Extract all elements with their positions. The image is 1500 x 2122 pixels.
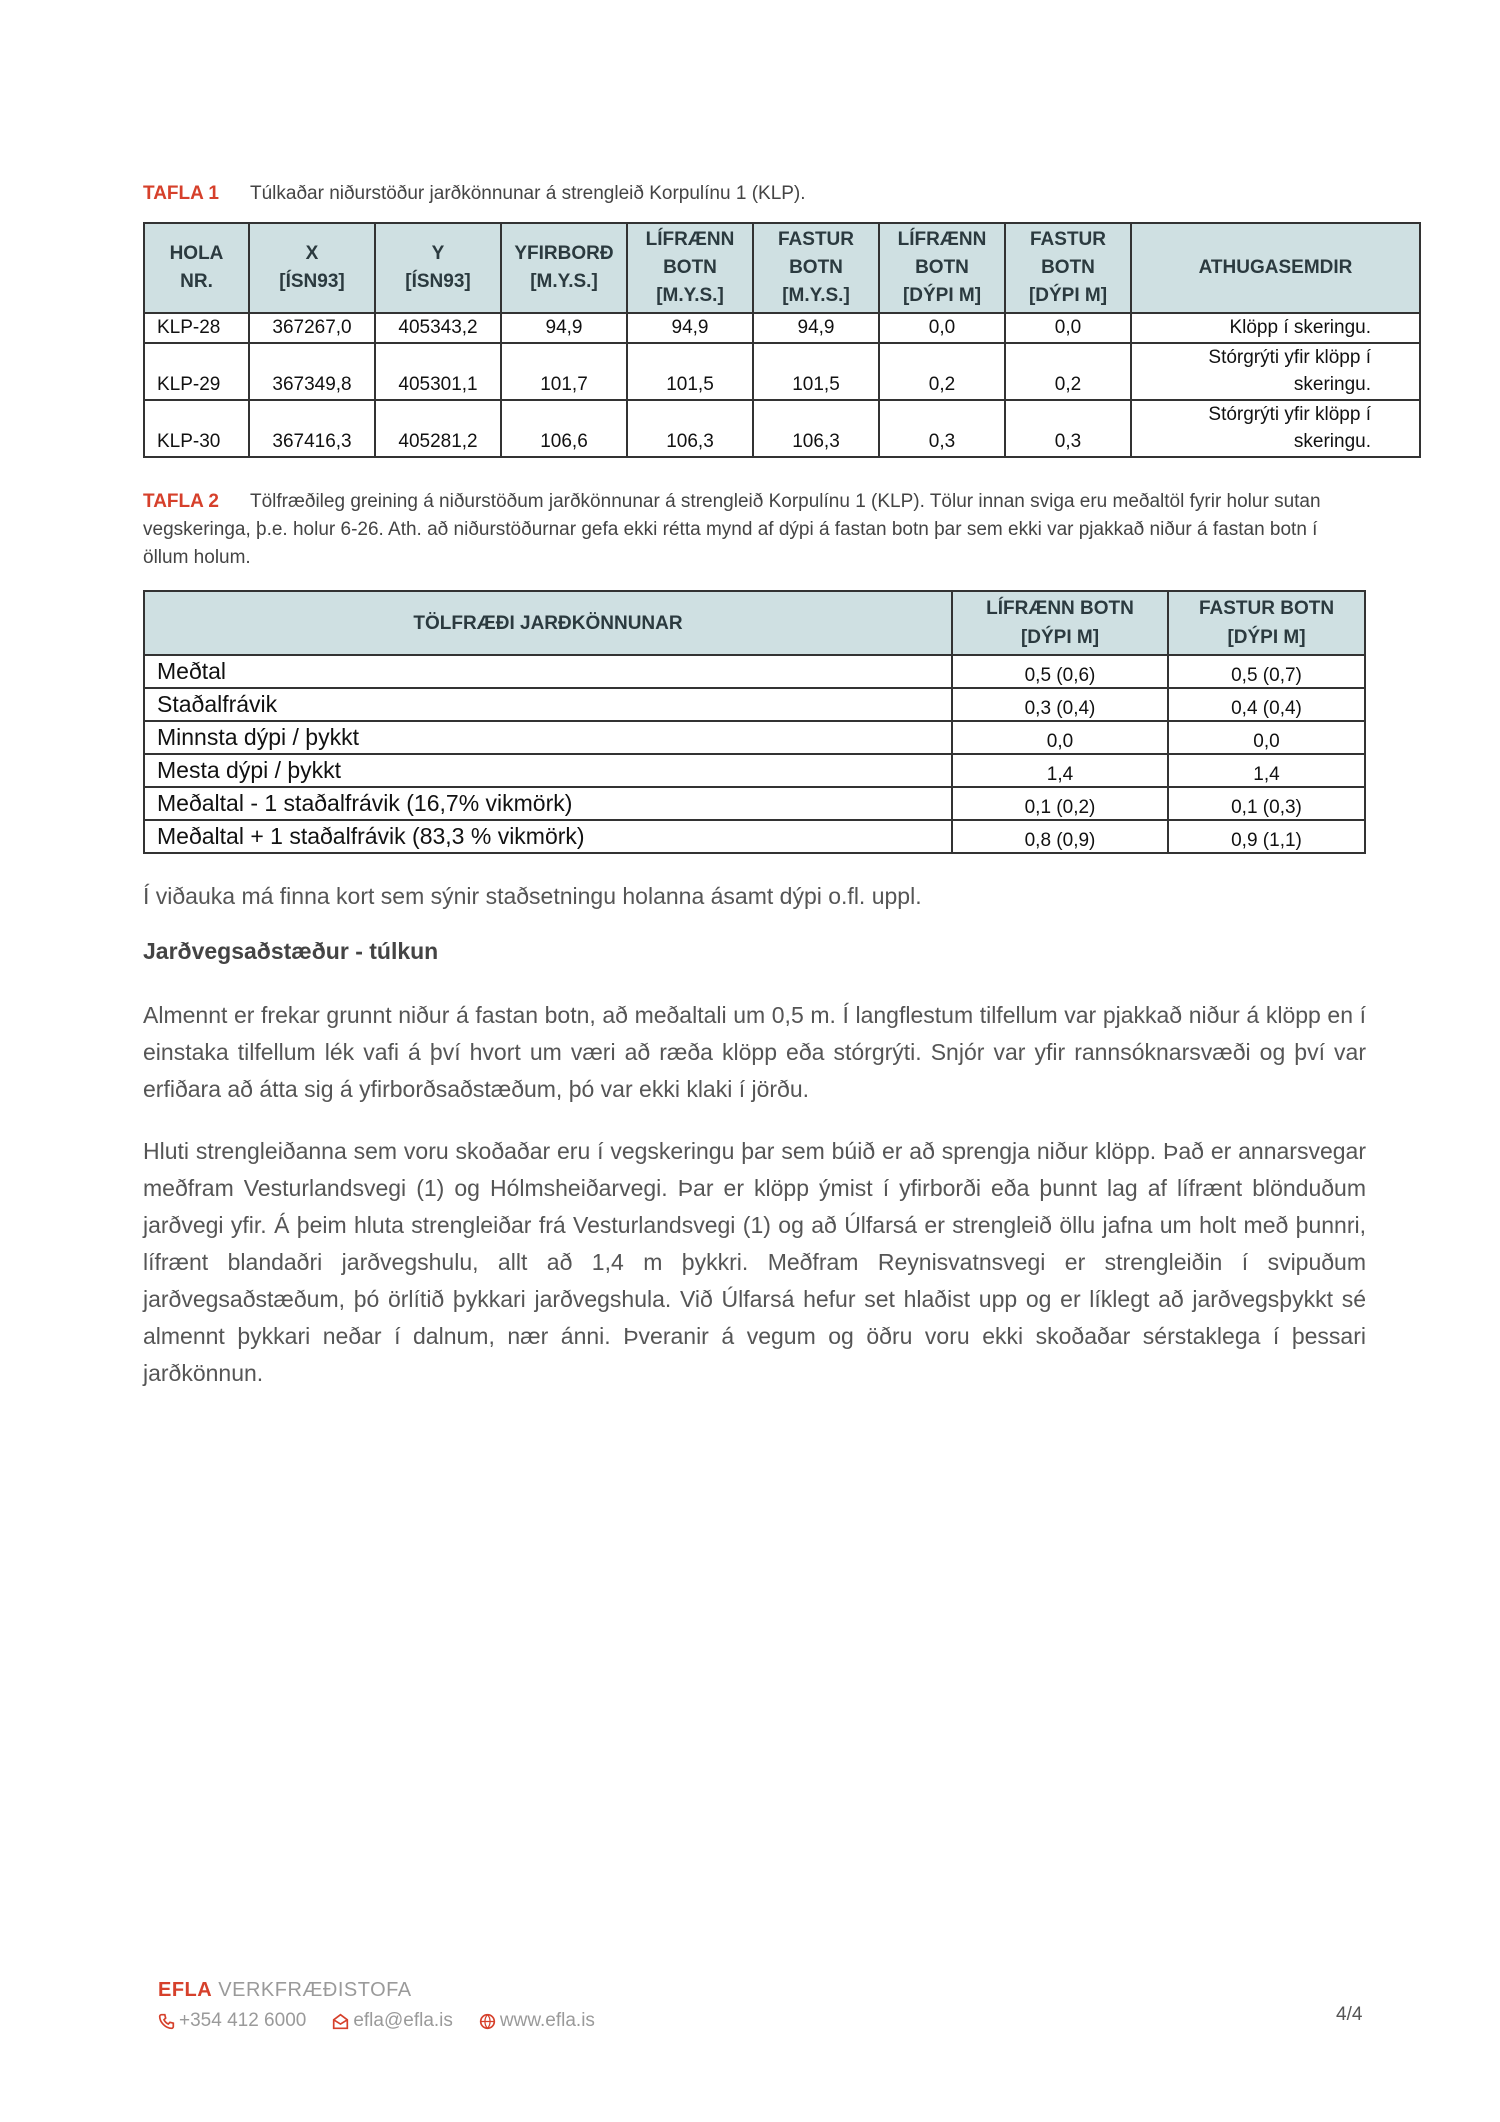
cell-line: X xyxy=(305,243,319,264)
footer-web[interactable] xyxy=(479,2010,595,2032)
stat-lifraenn: 0,8 (0,9) xyxy=(952,820,1168,853)
stat-label: Meðaltal - 1 staðalfrávik (16,7% vikmörk) xyxy=(144,787,952,820)
stat-label: Mesta dýpi / þykkt xyxy=(144,754,952,787)
table-row xyxy=(144,400,1420,457)
header-row xyxy=(144,591,1365,655)
column-header xyxy=(144,591,952,655)
table-row xyxy=(144,787,1365,820)
column-header xyxy=(879,223,1005,313)
column-header xyxy=(627,223,753,313)
cell-lifraenn-mys: 101,5 xyxy=(627,343,753,400)
stat-fastur: 0,9 (1,1) xyxy=(1168,820,1365,853)
cell-line: FASTUR xyxy=(1030,229,1106,250)
cell-yfirbord: 94,9 xyxy=(501,313,627,343)
table2-caption-tag: TAFLA 2 xyxy=(143,491,219,512)
cell-line: BOTN xyxy=(1041,257,1095,278)
web-text: www.efla.is xyxy=(499,2010,595,2031)
cell-line: ATHUGASEMDIR xyxy=(1198,257,1353,278)
table1-caption-tag: TAFLA 1 xyxy=(143,183,219,204)
cell-y: 405281,2 xyxy=(375,400,501,457)
cell-lifraenn-dypi: 0,2 xyxy=(879,343,1005,400)
cell-x: 367267,0 xyxy=(249,313,375,343)
table2-caption-text: Tölfræðileg greining á niðurstöðum jarðkönnunar á strengleið Korpulínu 1 (KLP). Tölur innan sviga eru meðaltöl fyrir holur sutan vegskeringa, þ.e. holur 6-26. Ath. að niðurstöðurnar gefa ekki rétta mynd af dýpi á fastan botn þar sem ekki var pjakkað niður á fastan botn í öllum holum. xyxy=(143,491,1321,568)
table-row xyxy=(144,721,1365,754)
cell-line: [DÝPI M] xyxy=(902,285,982,306)
cell-fastur-dypi: 0,2 xyxy=(1005,343,1131,400)
cell-line: BOTN xyxy=(789,257,843,278)
table-row xyxy=(144,688,1365,721)
paragraph-2: Hluti strengleiðanna sem voru skoðaðar eru í vegskeringu þar sem búið er að sprengja niður klöpp. Það er annarsvegar meðfram Vesturlandsvegi (1) og Hólmsheiðarvegi. Þar er klöpp ýmist í yfirborði eða þunnt lag af lífrænt blönduðum jarðvegi yfir. Á þeim hluta strengleiðar frá Vesturlandsvegi (1) og að Úlfarsá er strengleið öllu jafna um holt með þunnri, lífrænt blandaðri jarðvegshulu, allt að 1,4 m þykkri. Meðfram Reynisvatnsvegi er strengleiðin í svipuðum jarðvegsaðstæðum, þó örlítið þykkari jarðvegshula. Við Úlfarsá hefur set hlaðist upp og er líklegt að jarðvegsþykkt sé almennt þykkari neðar í dalnum, nær ánni. Þveranir á vegum og öðru voru ekki skoðaðar sérstaklega í þessari jarðkönnun. xyxy=(143,1138,1366,1386)
cell-line: [M.Y.S.] xyxy=(782,285,850,306)
cell-line: Stórgrýti yfir klöpp í xyxy=(1208,404,1371,425)
cell-lifraenn-mys: 94,9 xyxy=(627,313,753,343)
table-row xyxy=(144,655,1365,688)
stat-fastur: 1,4 xyxy=(1168,754,1365,787)
cell-y: 405301,1 xyxy=(375,343,501,400)
column-header xyxy=(249,223,375,313)
stat-label: Meðaltal + 1 staðalfrávik (83,3 % vikmörk) xyxy=(144,820,952,853)
cell-hola: KLP-29 xyxy=(144,343,249,400)
cell-line: [DÝPI M] xyxy=(1020,627,1100,648)
column-header xyxy=(144,223,249,313)
cell-lifraenn-dypi: 0,0 xyxy=(879,313,1005,343)
column-header xyxy=(375,223,501,313)
stat-lifraenn: 1,4 xyxy=(952,754,1168,787)
stat-fastur: 0,4 (0,4) xyxy=(1168,688,1365,721)
cell-line: LÍFRÆNN BOTN xyxy=(986,598,1134,619)
brand-logo-text: EFLA xyxy=(158,1979,213,2001)
column-header xyxy=(952,591,1168,655)
cell-line: TÖLFRÆÐI JARÐKÖNNUNAR xyxy=(413,612,683,634)
cell-line: [M.Y.S.] xyxy=(656,285,724,306)
cell-line: [ÍSN93] xyxy=(279,271,345,292)
table-row xyxy=(144,820,1365,853)
cell-line: [M.Y.S.] xyxy=(530,271,598,292)
cell-y: 405343,2 xyxy=(375,313,501,343)
table-row xyxy=(144,313,1420,343)
stat-lifraenn: 0,0 xyxy=(952,721,1168,754)
stat-label: Staðalfrávik xyxy=(144,688,952,721)
cell-line: [DÝPI M] xyxy=(1227,627,1306,648)
cell-lifraenn-mys: 106,3 xyxy=(627,400,753,457)
email-text: efla@efla.is xyxy=(353,2010,453,2031)
footer-email[interactable] xyxy=(332,2010,453,2032)
globe-icon xyxy=(479,2013,496,2030)
cell-line: [DÝPI M] xyxy=(1028,285,1108,306)
column-header xyxy=(1131,223,1420,313)
results-table xyxy=(143,222,1421,458)
cell-line: LÍFRÆNN xyxy=(645,229,735,250)
cell-athugasemdir xyxy=(1131,343,1420,400)
cell-line: skeringu. xyxy=(1293,374,1371,395)
footer-contact xyxy=(158,2010,595,2032)
stat-label: Meðtal xyxy=(144,655,952,688)
cell-hola: KLP-28 xyxy=(144,313,249,343)
column-header xyxy=(753,223,879,313)
cell-lifraenn-dypi: 0,3 xyxy=(879,400,1005,457)
cell-line: [ÍSN93] xyxy=(405,271,471,292)
cell-athugasemdir xyxy=(1131,400,1420,457)
header-row xyxy=(144,223,1420,313)
stat-fastur: 0,1 (0,3) xyxy=(1168,787,1365,820)
cell-line: NR. xyxy=(180,271,213,292)
cell-line: Y xyxy=(431,243,445,264)
appendix-note: Í viðauka má finna kort sem sýnir staðsetningu holanna ásamt dýpi o.fl. uppl. xyxy=(143,883,922,909)
stat-lifraenn: 0,5 (0,6) xyxy=(952,655,1168,688)
section-heading: Jarðvegsaðstæður - túlkun xyxy=(143,938,439,964)
cell-line: YFIRBORÐ xyxy=(514,243,614,264)
stat-fastur: 0,0 xyxy=(1168,721,1365,754)
cell-line: BOTN xyxy=(915,257,969,278)
cell-fastur-dypi: 0,0 xyxy=(1005,313,1131,343)
column-header xyxy=(501,223,627,313)
cell-fastur-mys: 106,3 xyxy=(753,400,879,457)
column-header xyxy=(1005,223,1131,313)
paragraph-1: Almennt er frekar grunnt niður á fastan botn, að meðaltali um 0,5 m. Í langflestum tilfellum var pjakkað niður á klöpp en í einstaka tilfellum lék vafi á því hvort um væri að ræða klöpp eða stórgrýti. Snjór var yfir rannsóknarsvæði og því var erfiðara að átta sig á yfirborðsaðstæðum, þó var ekki klaki í jörðu. xyxy=(143,1002,1366,1102)
cell-athugasemdir xyxy=(1131,313,1420,343)
stat-label: Minnsta dýpi / þykkt xyxy=(144,721,952,754)
page-number: 4/4 xyxy=(1336,2004,1363,2025)
cell-fastur-mys: 94,9 xyxy=(753,313,879,343)
stat-lifraenn: 0,3 (0,4) xyxy=(952,688,1168,721)
stat-fastur: 0,5 (0,7) xyxy=(1168,655,1365,688)
table1-caption xyxy=(143,180,1363,208)
cell-yfirbord: 101,7 xyxy=(501,343,627,400)
mail-icon xyxy=(332,2013,349,2030)
cell-line: Stórgrýti yfir klöpp í xyxy=(1208,347,1371,368)
footer-phone[interactable] xyxy=(158,2010,306,2032)
cell-line: FASTUR BOTN xyxy=(1198,598,1335,619)
cell-line: Klöpp í skeringu. xyxy=(1229,317,1371,338)
cell-line: BOTN xyxy=(663,257,717,278)
cell-hola: KLP-30 xyxy=(144,400,249,457)
brand-subtitle: VERKFRÆÐISTOFA xyxy=(218,1979,412,2001)
footer-brand xyxy=(158,1979,412,2002)
cell-line: FASTUR xyxy=(778,229,854,250)
table2-caption xyxy=(143,488,1363,572)
phone-icon xyxy=(158,2013,175,2030)
table-row xyxy=(144,343,1420,400)
table-row xyxy=(144,754,1365,787)
cell-fastur-dypi: 0,3 xyxy=(1005,400,1131,457)
cell-x: 367349,8 xyxy=(249,343,375,400)
stat-lifraenn: 0,1 (0,2) xyxy=(952,787,1168,820)
cell-fastur-mys: 101,5 xyxy=(753,343,879,400)
cell-yfirbord: 106,6 xyxy=(501,400,627,457)
column-header xyxy=(1168,591,1365,655)
phone-text: +354 412 6000 xyxy=(179,2010,307,2031)
cell-line: HOLA xyxy=(169,243,224,264)
table1-caption-text: Túlkaðar niðurstöður jarðkönnunar á strengleið Korpulínu 1 (KLP). xyxy=(250,183,806,204)
cell-line: skeringu. xyxy=(1293,431,1371,452)
cell-x: 367416,3 xyxy=(249,400,375,457)
statistics-table xyxy=(143,590,1366,854)
cell-line: LÍFRÆNN xyxy=(897,229,987,250)
